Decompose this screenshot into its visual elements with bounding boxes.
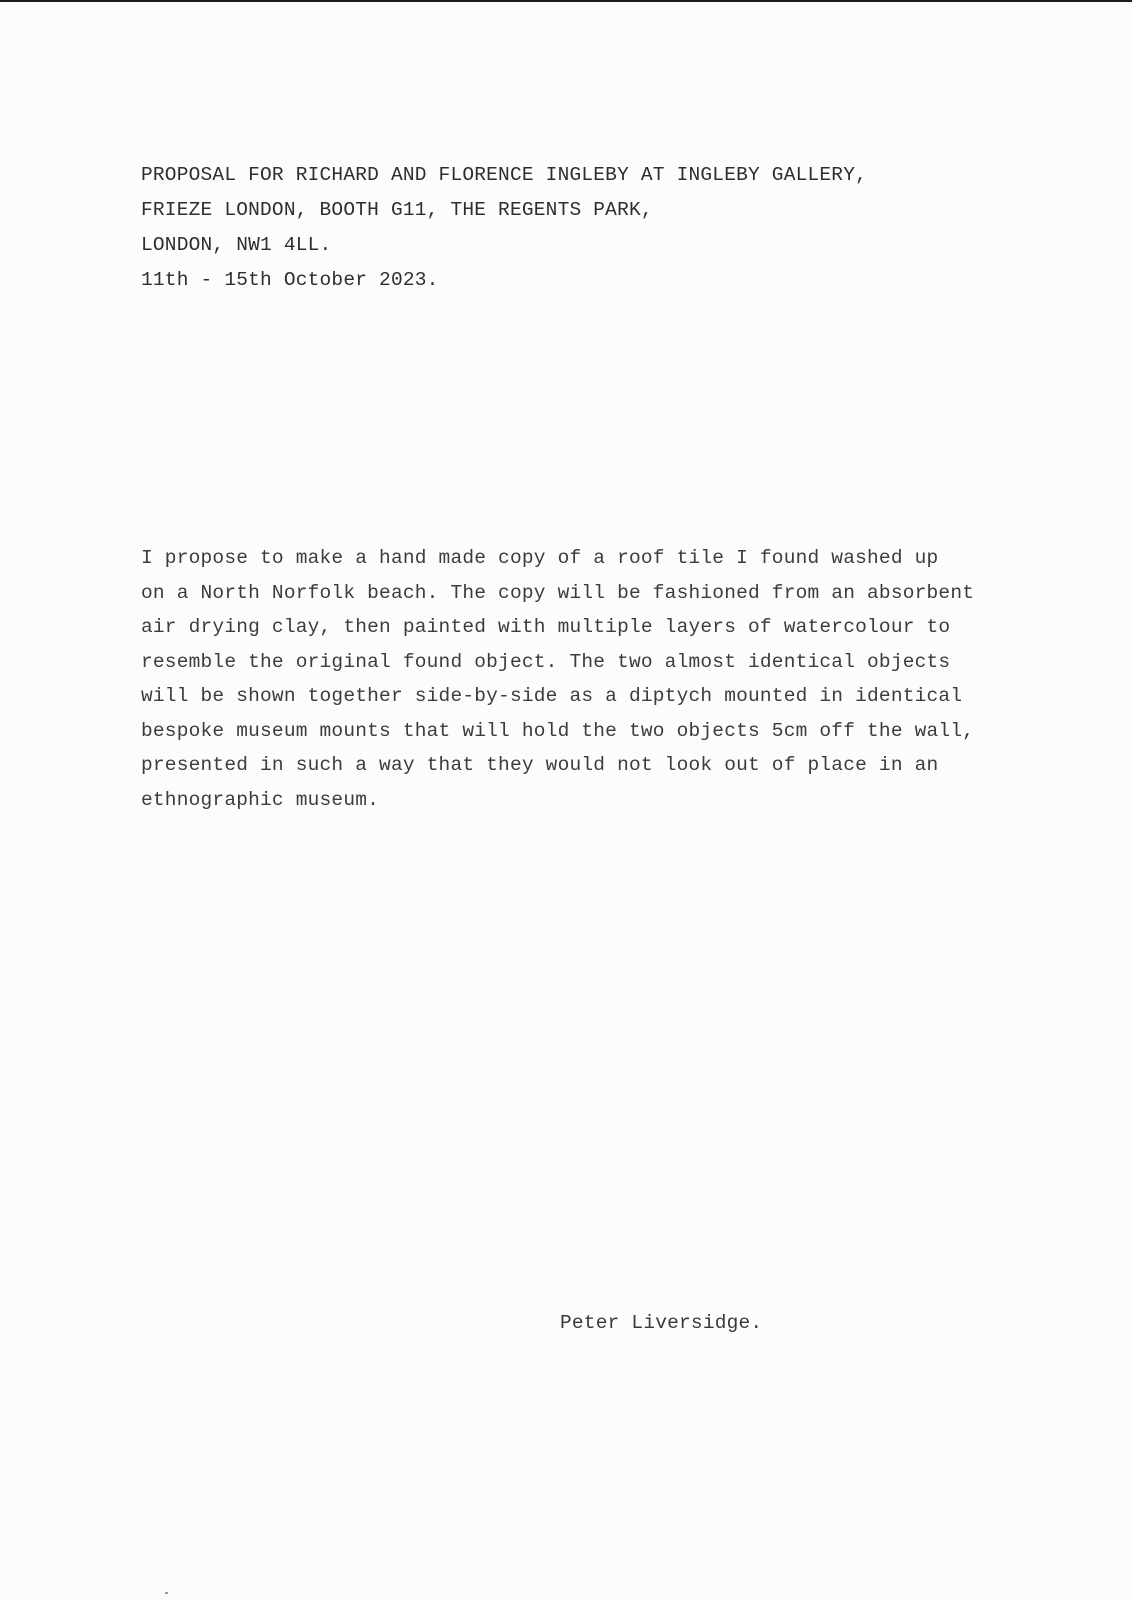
body-line: resemble the original found object. The two almost identical objects: [141, 650, 951, 673]
header-date-line: 11th - 15th October 2023.: [141, 269, 439, 291]
proposal-body: [141, 541, 974, 817]
proposal-header: [141, 158, 867, 298]
body-line: bespoke museum mounts that will hold the two objects 5cm off the wall,: [141, 719, 975, 742]
body-line: presented in such a way that they would not look out of place in an: [141, 754, 939, 776]
page-top-edge: [0, 0, 1132, 2]
header-line: LONDON, NW1 4LL.: [141, 234, 332, 256]
body-line: ethnographic museum.: [141, 788, 380, 811]
body-line: on a North Norfolk beach. The copy will be fashioned from an absorbent: [141, 581, 975, 604]
signature: Peter Liversidge.: [560, 1312, 763, 1334]
header-line: FRIEZE LONDON, BOOTH G11, THE REGENTS PARK,: [141, 199, 653, 221]
header-line: PROPOSAL FOR RICHARD AND FLORENCE INGLEBY AT INGLEBY GALLERY,: [141, 164, 868, 186]
body-line: I propose to make a hand made copy of a roof tile I found washed up: [141, 547, 939, 569]
body-line: will be shown together side-by-side as a diptych mounted in identical: [141, 685, 963, 707]
body-line: air drying clay, then painted with multiple layers of watercolour to: [141, 616, 951, 638]
paper-speck: [165, 1592, 168, 1594]
